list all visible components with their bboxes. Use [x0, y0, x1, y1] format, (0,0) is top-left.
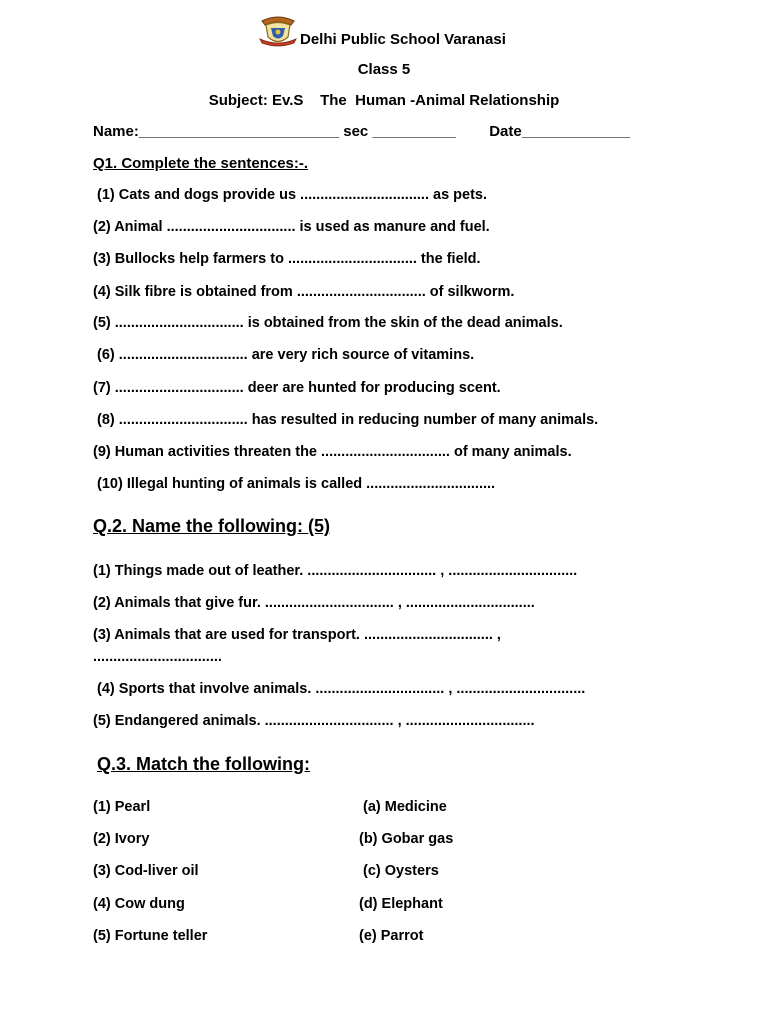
list-item: (7) ................................ deer are hunted for producing scent.: [93, 380, 501, 396]
match-right-item: (c) Oysters: [359, 863, 439, 879]
match-left-item: (1) Pearl: [93, 799, 151, 815]
school-crest-icon: [258, 15, 298, 47]
match-right-item: (a) Medicine: [359, 799, 447, 815]
list-item: (9) Human activities threaten the ................................ of many animals.: [93, 444, 572, 460]
list-item: (5) Endangered animals. ................................ , ................................: [93, 713, 535, 729]
q2-heading: Q.2. Name the following: (5): [93, 516, 331, 536]
match-right-item: (e) Parrot: [359, 928, 424, 944]
subject-line: Subject: Ev.S The Human -Animal Relationship: [208, 92, 560, 109]
match-left-item: (2) Ivory: [93, 831, 150, 847]
match-right-item: (d) Elephant: [359, 896, 443, 912]
match-left-item: (3) Cod-liver oil: [93, 863, 199, 879]
list-item: (10) Illegal hunting of animals is called ................................: [93, 476, 496, 492]
list-item-continuation: ................................: [93, 649, 222, 665]
list-item: (4) Sports that involve animals. ................................ , ................................: [93, 681, 586, 697]
match-right-item: (b) Gobar gas: [359, 831, 454, 847]
name-section-date-line: Name:________________________ sec __________ Date_____________: [93, 123, 631, 140]
list-item: (3) Bullocks help farmers to ................................ the field.: [93, 251, 481, 267]
match-left-item: (4) Cow dung: [93, 896, 185, 912]
list-item: (8) ................................ has resulted in reducing number of many animals.: [93, 412, 599, 428]
list-item: (1) Cats and dogs provide us ................................ as pets.: [93, 187, 487, 203]
q1-heading: Q1. Complete the sentences:-.: [93, 155, 309, 172]
list-item: (2) Animals that give fur. ................................ , ................................: [93, 595, 535, 611]
list-item: (6) ................................ are very rich source of vitamins.: [93, 347, 475, 363]
list-item: (4) Silk fibre is obtained from ................................ of silkworm.: [93, 284, 515, 300]
list-item: (2) Animal ................................ is used as manure and fuel.: [93, 219, 490, 235]
match-left-item: (5) Fortune teller: [93, 928, 208, 944]
school-name: Delhi Public School Varanasi: [300, 31, 506, 48]
list-item: (1) Things made out of leather. ................................ , ................................: [93, 563, 578, 579]
list-item: (5) ................................ is obtained from the skin of the dead animals.: [93, 315, 563, 331]
q3-heading: Q.3. Match the following:: [97, 754, 310, 774]
list-item: (3) Animals that are used for transport. ................................ ,: [93, 627, 501, 643]
class-line: Class 5: [357, 61, 411, 78]
